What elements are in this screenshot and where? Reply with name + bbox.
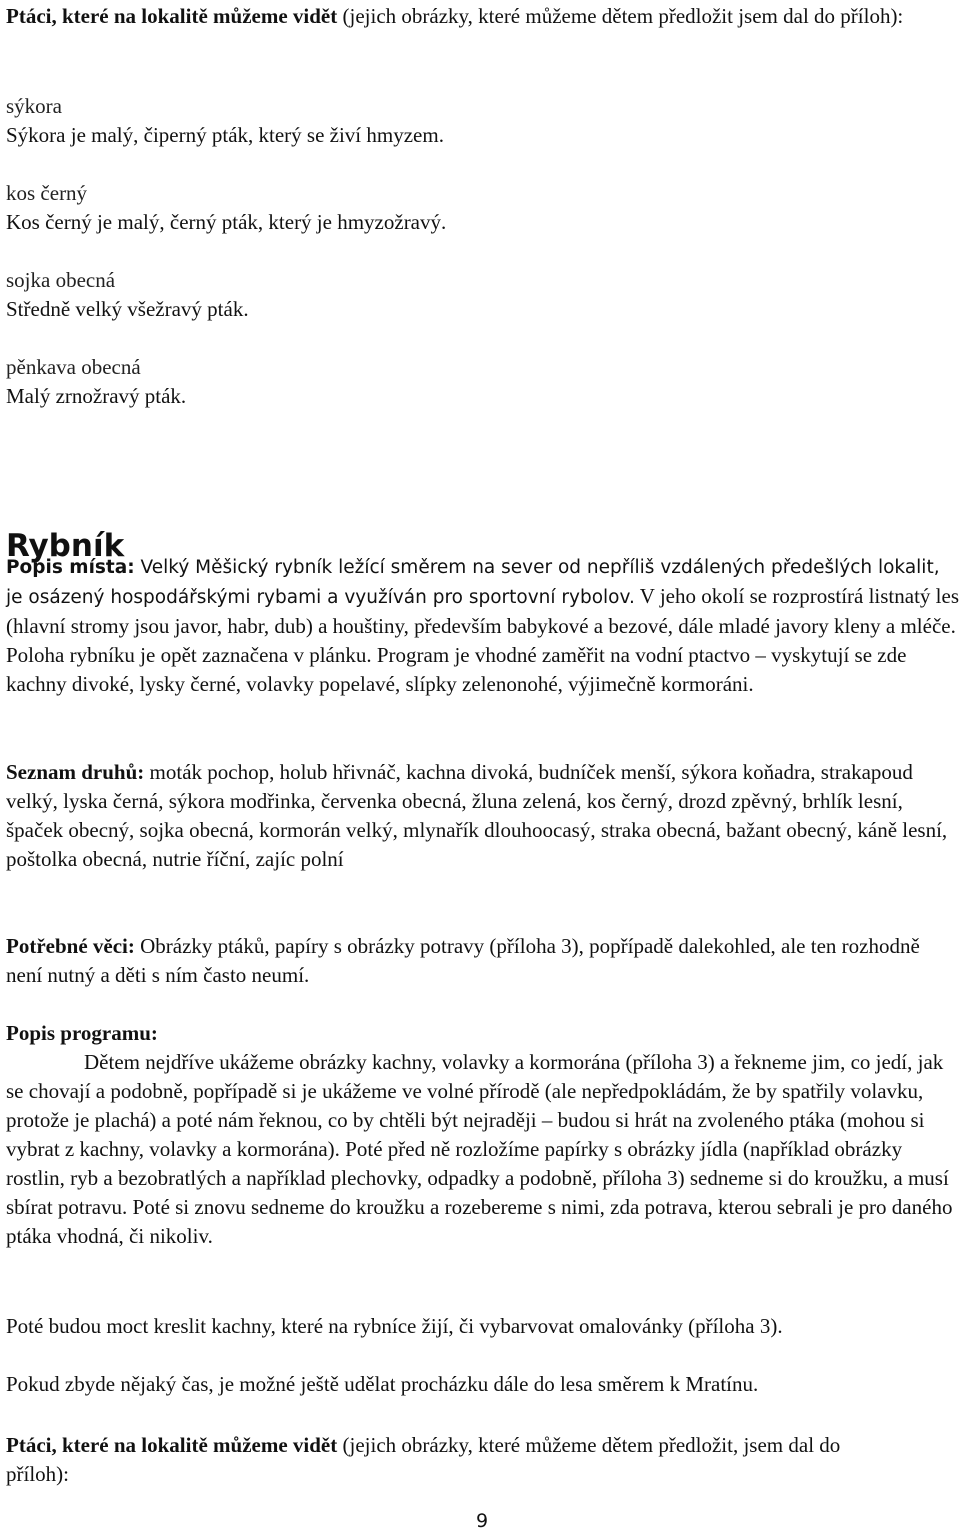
bird-name-3: sojka obecná (6, 268, 116, 292)
potrebne-veci-paragraph (6, 932, 958, 990)
outro-bold: Ptáci, které na lokalitě můžeme vidět (6, 1433, 338, 1457)
bird-name-4: pěnkava obecná (6, 355, 141, 379)
intro-bold: Ptáci, které na lokalitě můžeme vidět (6, 4, 338, 28)
bird-name-2: kos černý (6, 181, 88, 205)
bird-desc-2: Kos černý je malý, černý pták, který je hmyzožravý. (6, 210, 447, 234)
bird-desc-4: Malý zrnožravý pták. (6, 384, 187, 408)
potreb-text: Obrázky ptáků, papíry s obrázky potravy (příloha 3), popřípadě dalekohled, ale ten rozhodně není nutný a děti s ním často neumí. (6, 934, 920, 987)
popis-mista-paragraph (6, 553, 960, 699)
outro-rest: (jejich obrázky, které můžeme dětem předložit, jsem dal do příloh): (6, 1433, 841, 1486)
popis-text-serif: V jeho okolí se rozprostírá listnatý les (hlavní stromy jsou javor, habr, dub) a houštiny, především babykové a bezové, dále mladé javory kleny a mléče. Poloha rybníku je opět zaznačena v plánku. (6, 584, 960, 667)
section-heading: Rybník (6, 527, 125, 564)
popis-label: Popis místa: (6, 557, 135, 578)
seznam-text: moták pochop, holub hřivnáč, kachna divoká, budníček menší, sýkora koňadra, strakapoud velký, lyska černá, sýkora modřinka, červenka obecná, žluna zelená, kos černý, drozd zpěvný, brhlík lesní, špaček obecný, sojka obecná, kormorán velký, mlynařík dlouhoocasý, straka obecná, bažant obecný, káně lesní, poštolka obecná, nutrie říční, zajíc polní (6, 760, 948, 871)
outro-paragraph (6, 1431, 886, 1489)
program-label (6, 1019, 158, 1048)
bird-desc-1: Sýkora je malý, čiperný pták, který se živí hmyzem. (6, 123, 444, 147)
kresleni-paragraph: Poté budou moct kreslit kachny, které na rybníce žijí, či vybarvovat omalovánky (příloha 3). (6, 1314, 783, 1338)
bird-desc-3: Středně velký všežravý pták. (6, 297, 249, 321)
potreb-label: Potřebné věci: (6, 934, 135, 958)
intro-paragraph (6, 2, 956, 31)
seznam-label: Seznam druhů: (6, 760, 145, 784)
program-label-text: Popis programu: (6, 1021, 158, 1045)
prochazka-paragraph: Pokud zbyde nějaký čas, je možné ještě udělat procházku dále do lesa směrem k Mratínu. (6, 1372, 759, 1396)
program-text: Dětem nejdříve ukážeme obrázky kachny, volavky a kormorána (příloha 3) a řekneme jim, co jedí, jak se chovají a podobně, popřípadě si je ukážeme ve volné přírodě (ale nepředpokládám, že by spatřily volavku, protože je plachá) a poté nám řeknou, co by chtěli být nejraději – budou si hrát na zvoleného ptáka (mohou si vybrat z kachny, volavky a kormorána). Poté před ně rozložíme papírky s obrázky jídla (například obrázky rostlin, ryb a bezobratlých a například plechovky, odpadky a podobně, příloha 3) sedneme si do kroužku, a musí sbírat potravu. Poté si znovu sedneme do kroužku a rozebereme s nimi, zda potrava, kterou sebrali je pro daného ptáka vhodná, či nikoliv. (6, 1050, 953, 1248)
popis-program: Program je vhodné zaměřit na vodní ptactvo – vyskytují se zde kachny divoké, lysky černé, volavky popelavé, slípky zelenonohé, výjimečně kormoráni. (6, 643, 907, 696)
bird-name-1: sýkora (6, 94, 62, 118)
seznam-druhu-paragraph (6, 758, 958, 874)
popis-text: Velký Měšický rybník ležící směrem na sever od nepříliš vzdálených předešlých lokalit, je osázený hospodářskými rybami a využíván pro sportovní rybolov. (6, 557, 940, 608)
intro-rest: (jejich obrázky, které můžeme dětem předložit jsem dal do příloh): (337, 4, 904, 28)
page-number: 9 (476, 1510, 489, 1532)
